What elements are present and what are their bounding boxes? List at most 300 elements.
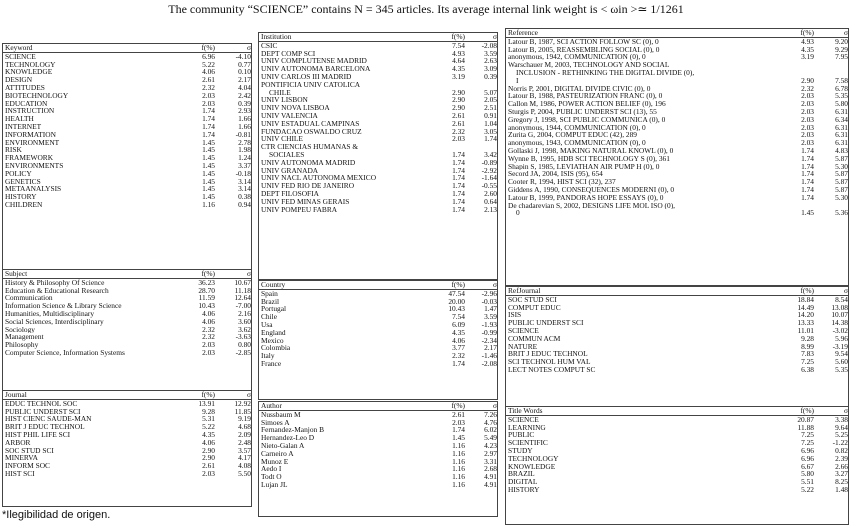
cell-frequency: 5.51 xyxy=(801,478,814,486)
cell-label: Management xyxy=(5,333,44,342)
cell-sigma: 0.77 xyxy=(238,60,251,69)
cell-label: MINERVA xyxy=(5,454,38,463)
table-row xyxy=(259,344,498,352)
column-header-frequency: f(%) xyxy=(776,287,816,295)
cell-frequency: 1.74 xyxy=(452,205,465,214)
cell-frequency: 4.06 xyxy=(202,309,215,318)
refjournal-table xyxy=(506,287,849,374)
table-row xyxy=(259,120,498,128)
cell-label: De chadarevian S, 2002, DESIGNS LIFE MOL ISO (0), xyxy=(508,201,676,210)
cell-frequency: 11.01 xyxy=(797,326,814,335)
cell-sigma: 3.27 xyxy=(835,470,848,479)
column-header-frequency: f(%) xyxy=(429,281,467,289)
cell-sigma: 5.35 xyxy=(835,365,848,374)
cell-sigma: 3.59 xyxy=(484,313,497,321)
cell-sigma: 5.30 xyxy=(835,162,848,171)
cell-sigma: 4.23 xyxy=(484,441,497,450)
cell-frequency: 18.84 xyxy=(797,295,814,304)
cell-sigma: 2.17 xyxy=(484,344,497,353)
cell-label: Munoz E xyxy=(261,457,289,466)
cell-sigma: 2.39 xyxy=(835,454,848,463)
table-row xyxy=(259,465,498,473)
footnote: *Ilegibilidad de origen. xyxy=(2,509,111,521)
cell-label: PONTIFICIA UNIV CATOLICA xyxy=(261,80,361,89)
cell-label: anonymous, 1943, COMMUNICATION (0), 0 xyxy=(508,139,646,147)
column-header-sigma: σ xyxy=(217,44,252,52)
table-row xyxy=(506,186,849,194)
table-row xyxy=(506,69,849,77)
cell-sigma: 0.94 xyxy=(238,200,251,209)
cell-frequency: 20.87 xyxy=(797,415,814,424)
table-row xyxy=(3,61,252,69)
cell-sigma: -0.81 xyxy=(235,130,251,139)
table-row xyxy=(259,135,498,143)
table-row xyxy=(506,61,849,69)
table-row xyxy=(259,96,498,104)
cell-sigma: 5.87 xyxy=(835,154,848,163)
titlewords-panel xyxy=(505,406,849,525)
cell-sigma: -2.08 xyxy=(481,41,497,50)
cell-sigma: 8.54 xyxy=(835,295,848,304)
column-header-sigma: σ xyxy=(467,402,498,410)
table-row xyxy=(506,463,849,471)
table-row xyxy=(3,201,252,209)
column-header-frequency: f(%) xyxy=(429,33,467,41)
cell-sigma: 5.25 xyxy=(835,431,848,440)
institution-panel xyxy=(258,32,498,280)
cell-frequency: 2.03 xyxy=(202,99,215,108)
table-row xyxy=(3,154,252,162)
table-row xyxy=(506,131,849,139)
table-row xyxy=(3,349,252,357)
cell-label: DEPT FILOSOFIA xyxy=(261,189,319,198)
cell-frequency: 2.61 xyxy=(202,462,215,470)
cell-sigma: -2.92 xyxy=(481,166,497,175)
cell-frequency: 6.09 xyxy=(452,320,465,329)
table-row xyxy=(506,178,849,186)
cell-label: England xyxy=(261,328,286,337)
subject-panel xyxy=(2,269,252,391)
cell-frequency: 5.22 xyxy=(801,485,814,494)
keyword-panel xyxy=(2,43,252,270)
table-row xyxy=(506,366,849,374)
cell-label: Brazil xyxy=(261,297,280,306)
table-row xyxy=(506,350,849,358)
cell-frequency xyxy=(776,69,816,77)
cell-sigma: 3.38 xyxy=(835,415,848,424)
cell-sigma: 2.05 xyxy=(484,96,497,105)
cell-sigma: 6.31 xyxy=(835,131,848,140)
cell-label: HIST PHIL LIFE SCI xyxy=(5,430,71,439)
table-row xyxy=(3,178,252,186)
author-table xyxy=(259,402,498,489)
cell-frequency: 1.45 xyxy=(202,177,215,186)
cell-frequency: 2.03 xyxy=(801,123,814,132)
table-row xyxy=(3,318,252,326)
cell-frequency: 1.45 xyxy=(202,185,215,194)
cell-frequency: 4.93 xyxy=(452,49,465,58)
column-header-label: Reference xyxy=(506,29,776,37)
cell-label: Latour B, 1987, SCI ACTION FOLLOW SC (0), 0 xyxy=(508,37,659,46)
cell-frequency: 2.03 xyxy=(801,115,814,124)
cell-frequency: 2.90 xyxy=(452,88,465,97)
cell-label: Warschauer M, 2003, TECHNOLOGY AND SOCIAL xyxy=(508,61,670,69)
table-row xyxy=(259,321,498,329)
cell-frequency: 5.22 xyxy=(202,423,215,431)
table-row xyxy=(506,194,849,202)
cell-sigma: 13.08 xyxy=(831,303,848,312)
cell-label: UNIV LISBON xyxy=(261,96,308,105)
table-row xyxy=(506,343,849,351)
table-row xyxy=(3,92,252,100)
cell-label: Colombia xyxy=(261,344,291,353)
cell-frequency: 2.32 xyxy=(202,333,215,342)
cell-label: INFORM SOC xyxy=(5,462,50,470)
table-row xyxy=(3,146,252,154)
column-header-frequency: f(%) xyxy=(429,402,467,410)
table-row xyxy=(259,410,498,418)
cell-sigma: 2.60 xyxy=(484,189,497,198)
cell-frequency: 2.03 xyxy=(801,131,814,140)
cell-sigma: 5.96 xyxy=(835,334,848,343)
cell-frequency: 6.96 xyxy=(202,52,215,61)
cell-sigma: 2.16 xyxy=(238,309,251,318)
cell-sigma: 2.51 xyxy=(484,104,497,112)
cell-label: Norris P, 2001, DIGITAL DIVIDE CIVIC (0), 0 xyxy=(508,84,651,93)
cell-sigma: 3.42 xyxy=(484,150,497,159)
table-row xyxy=(3,287,252,295)
cell-sigma: -1.46 xyxy=(481,352,497,360)
cell-label: Latour B, 2005, REASSEMBLING SOCIAL (0), 0 xyxy=(508,45,660,54)
table-header-row xyxy=(506,29,849,37)
cell-frequency: 1.16 xyxy=(452,457,465,466)
table-row xyxy=(506,53,849,61)
cell-sigma: 9.19 xyxy=(238,415,251,424)
cell-frequency: 5.22 xyxy=(202,60,215,69)
cell-sigma: 7.26 xyxy=(484,410,497,419)
table-row xyxy=(259,128,498,136)
table-row xyxy=(506,304,849,312)
cell-label: 0 xyxy=(516,209,520,218)
cell-frequency: 1.16 xyxy=(452,465,465,474)
cell-label: LECT NOTES COMPUT SC xyxy=(508,365,596,374)
table-row xyxy=(259,112,498,120)
cell-frequency: 2.03 xyxy=(801,139,814,147)
cell-label: Fernandez-Manjon B xyxy=(261,426,325,435)
column-header-frequency: f(%) xyxy=(171,44,217,52)
cell-frequency: 1.16 xyxy=(452,480,465,489)
column-header-label: Author xyxy=(259,402,429,410)
cell-frequency: 6.38 xyxy=(801,365,814,374)
cell-label: TECHNOLOGY xyxy=(508,454,559,463)
cell-label: UNIV GRANADA xyxy=(261,166,319,175)
table-row xyxy=(259,182,498,190)
column-header-sigma: σ xyxy=(816,407,849,415)
cell-frequency: 2.61 xyxy=(452,111,465,120)
cell-label: CTR CIENCIAS HUMANAS & xyxy=(261,143,359,151)
cell-label: Communication xyxy=(5,294,53,303)
cell-sigma: 0.82 xyxy=(835,446,848,455)
cell-frequency: 2.03 xyxy=(202,469,215,478)
cell-label: I xyxy=(516,76,519,85)
table-row xyxy=(259,473,498,481)
cell-label: Simoes A xyxy=(261,418,290,427)
cell-sigma: 9.64 xyxy=(835,423,848,432)
table-row xyxy=(3,68,252,76)
table-row xyxy=(259,65,498,73)
cell-label: Sociology xyxy=(5,325,35,334)
cell-frequency: 8.99 xyxy=(801,342,814,351)
table-row xyxy=(506,147,849,155)
cell-sigma: 9.20 xyxy=(835,37,848,46)
cell-label: SCI TECHNOL HUM VAL xyxy=(508,358,591,366)
cell-sigma: 7.95 xyxy=(835,53,848,62)
cell-frequency: 1.74 xyxy=(452,158,465,167)
cell-label: Social Sciences, Interdisciplinary xyxy=(5,317,104,326)
cell-label: UNIV ESTADUAL CAMPINAS xyxy=(261,119,360,128)
cell-label: ARBOR xyxy=(5,438,31,447)
column-header-label: RefJournal xyxy=(506,287,776,295)
cell-sigma: 1.98 xyxy=(238,146,251,155)
cell-label: ATTITUDES xyxy=(5,83,45,92)
cell-label: INFORMATION xyxy=(5,130,56,139)
cell-label: Nussbaum M xyxy=(261,410,301,419)
cell-sigma: 1.48 xyxy=(835,485,848,494)
cell-sigma: 2.66 xyxy=(835,462,848,471)
cell-frequency: 2.90 xyxy=(801,76,814,85)
table-row xyxy=(3,115,252,123)
cell-label: UNIV FED MINAS GERAIS xyxy=(261,197,350,206)
cell-label: DIGITAL xyxy=(508,478,538,486)
cell-frequency: 14.49 xyxy=(797,303,814,312)
cell-sigma: 3.05 xyxy=(484,127,497,136)
cell-label: Chile xyxy=(261,313,278,321)
subject-table xyxy=(3,270,252,357)
cell-frequency: 2.03 xyxy=(801,107,814,116)
cell-sigma: 14.38 xyxy=(831,319,848,327)
cell-label: ENVIRONMENT xyxy=(5,138,60,147)
cell-sigma: 2.17 xyxy=(238,76,251,84)
cell-sigma: 5.35 xyxy=(835,92,848,101)
table-row xyxy=(506,295,849,303)
table-row xyxy=(259,313,498,321)
cell-frequency: 1.74 xyxy=(452,166,465,175)
cell-frequency: 1.45 xyxy=(202,154,215,162)
page-title: The community “SCIENCE” contains N = 345 articles. Its average internal link weight is < ωin >≃ 1/1261 xyxy=(168,2,684,16)
cell-frequency: 4.06 xyxy=(202,68,215,77)
cell-sigma: 6.34 xyxy=(835,115,848,124)
cell-sigma: -0.89 xyxy=(481,158,497,167)
cell-label: UNIV AUTONOMA MADRID xyxy=(261,158,356,167)
cell-frequency: 5.31 xyxy=(202,415,215,424)
cell-frequency: 2.32 xyxy=(801,84,814,93)
cell-sigma: 8.25 xyxy=(835,478,848,486)
table-row xyxy=(506,439,849,447)
cell-sigma: 0.64 xyxy=(484,197,497,206)
cell-frequency: 2.03 xyxy=(452,135,465,144)
column-header-sigma: σ xyxy=(217,270,252,278)
cell-frequency: 11.88 xyxy=(797,423,814,432)
cell-sigma: 1.66 xyxy=(238,122,251,131)
cell-sigma: 5.60 xyxy=(835,358,848,366)
cell-sigma: 5.50 xyxy=(238,469,251,478)
cell-frequency: 14.20 xyxy=(797,311,814,320)
table-row xyxy=(259,337,498,345)
cell-label: UNIV FED RIO DE JANEIRO xyxy=(261,182,355,190)
cell-label: Gollaski J, 1998, MAKING NATURAL KNOWL (0), 0 xyxy=(508,146,674,155)
cell-frequency: 2.32 xyxy=(202,325,215,334)
cell-frequency: 1.74 xyxy=(452,182,465,190)
cell-sigma xyxy=(816,61,849,69)
table-row xyxy=(3,185,252,193)
cell-sigma: -0.18 xyxy=(235,169,251,178)
cell-label: UNIV NOVA LISBOA xyxy=(261,104,330,112)
cell-label: SOC STUD SCI xyxy=(508,295,557,304)
cell-frequency: 1.45 xyxy=(202,161,215,170)
table-row xyxy=(3,123,252,131)
cell-label: Portugal xyxy=(261,305,287,314)
table-row xyxy=(506,124,849,132)
cell-frequency: 1.16 xyxy=(202,200,215,209)
cell-frequency: 4.35 xyxy=(452,65,465,73)
cell-label: RISK xyxy=(5,146,22,155)
cell-sigma: 3.14 xyxy=(238,185,251,194)
table-row xyxy=(259,167,498,175)
cell-sigma: -7.00 xyxy=(235,302,251,310)
column-header-label: Country xyxy=(259,281,429,289)
cell-label: BIOTECHNOLOGY xyxy=(5,91,69,100)
cell-label: SOCIALES xyxy=(269,150,305,159)
journal-panel xyxy=(2,390,252,507)
column-header-frequency: f(%) xyxy=(171,391,217,399)
cell-frequency xyxy=(776,202,816,210)
cell-frequency: 2.61 xyxy=(202,76,215,84)
cell-label: Todt O xyxy=(261,473,282,481)
cell-sigma: 5.30 xyxy=(835,193,848,202)
table-row xyxy=(506,116,849,124)
table-row xyxy=(259,104,498,112)
cell-sigma: 7.58 xyxy=(835,76,848,85)
cell-label: Information Science & Library Science xyxy=(5,302,122,310)
table-row xyxy=(259,89,498,97)
cell-label: HIST CIENC SAUDE-MAN xyxy=(5,415,92,424)
table-row xyxy=(3,139,252,147)
table-row xyxy=(3,408,252,416)
table-row xyxy=(3,107,252,115)
table-row xyxy=(259,298,498,306)
table-row xyxy=(3,52,252,60)
cell-frequency: 2.03 xyxy=(202,91,215,100)
column-header-frequency: f(%) xyxy=(776,407,816,415)
cell-frequency: 1.74 xyxy=(202,130,215,139)
cell-sigma: 0.38 xyxy=(238,193,251,201)
table-header-row xyxy=(3,44,252,52)
column-header-label: Institution xyxy=(259,33,429,41)
cell-frequency xyxy=(429,81,467,89)
cell-sigma: -3.02 xyxy=(832,326,848,335)
cell-frequency: 1.74 xyxy=(801,170,814,179)
cell-sigma: -0.99 xyxy=(481,328,497,337)
cell-sigma: 4.91 xyxy=(484,480,497,489)
cell-sigma: 4.76 xyxy=(484,418,497,427)
cell-frequency: 4.06 xyxy=(202,317,215,326)
cell-frequency: 1.74 xyxy=(452,197,465,206)
cell-sigma: 5.87 xyxy=(835,185,848,194)
cell-sigma: 2.09 xyxy=(238,430,251,439)
table-row xyxy=(506,139,849,147)
table-row xyxy=(506,327,849,335)
cell-frequency: 1.45 xyxy=(202,169,215,178)
cell-sigma: 2.68 xyxy=(484,465,497,474)
table-row xyxy=(259,450,498,458)
cell-label: BRAZIL xyxy=(508,470,535,479)
cell-sigma: 1.47 xyxy=(484,305,497,314)
cell-label: COMMUN ACM xyxy=(508,334,561,343)
cell-frequency: 2.61 xyxy=(452,119,465,128)
table-row xyxy=(3,294,252,302)
cell-frequency: 1.45 xyxy=(801,209,814,218)
table-row xyxy=(506,319,849,327)
cell-label: UNIV CHILE xyxy=(261,135,303,144)
cell-sigma: 2.78 xyxy=(238,138,251,147)
cell-sigma: 2.63 xyxy=(484,57,497,66)
table-row xyxy=(506,358,849,366)
cell-label: Mexico xyxy=(261,336,284,345)
cell-label: ENVIRONMENTS xyxy=(5,161,64,170)
cell-label: PUBLIC UNDERST SCI xyxy=(5,407,81,416)
cell-frequency: 7.54 xyxy=(452,313,465,321)
cell-frequency: 2.61 xyxy=(452,410,465,419)
cell-sigma: 10.67 xyxy=(234,278,251,287)
cell-sigma: 0.91 xyxy=(484,111,497,120)
cell-frequency: 13.91 xyxy=(198,399,215,408)
cell-label: Italy xyxy=(261,352,275,360)
table-header-row xyxy=(259,281,498,289)
cell-frequency: 4.35 xyxy=(452,328,465,337)
table-row xyxy=(506,486,849,494)
cell-label: FRAMEWORK xyxy=(5,154,54,162)
cell-frequency: 2.32 xyxy=(452,352,465,360)
table-row xyxy=(3,100,252,108)
table-row xyxy=(3,76,252,84)
table-row xyxy=(3,170,252,178)
cell-sigma: 11.18 xyxy=(234,286,251,295)
cell-label: UNIV COMPLUTENSE MADRID xyxy=(261,57,367,66)
keyword-table xyxy=(3,44,252,209)
journal-table xyxy=(3,391,252,478)
cell-sigma: 1.74 xyxy=(484,135,497,144)
cell-frequency: 2.32 xyxy=(202,83,215,92)
table-row xyxy=(3,326,252,334)
cell-label: HISTORY xyxy=(508,485,540,494)
cell-sigma: 2.48 xyxy=(238,438,251,447)
cell-frequency: 2.90 xyxy=(452,96,465,105)
cell-sigma: 3.57 xyxy=(238,446,251,455)
cell-label: UNIV CARLOS III MADRID xyxy=(261,72,352,81)
table-row xyxy=(506,170,849,178)
cell-label: SCIENTIFIC xyxy=(508,439,548,447)
cell-frequency: 4.64 xyxy=(452,57,465,66)
cell-label: PUBLIC UNDERST SCI xyxy=(508,319,584,327)
cell-frequency: 28.70 xyxy=(198,286,215,295)
cell-sigma: 12.64 xyxy=(234,294,251,303)
cell-label: Usa xyxy=(261,320,273,329)
column-header-label: Title Words xyxy=(506,407,776,415)
column-header-frequency: f(%) xyxy=(776,29,816,37)
cell-frequency: 1.45 xyxy=(452,434,465,442)
table-row xyxy=(259,143,498,151)
cell-frequency: 5.80 xyxy=(801,470,814,479)
